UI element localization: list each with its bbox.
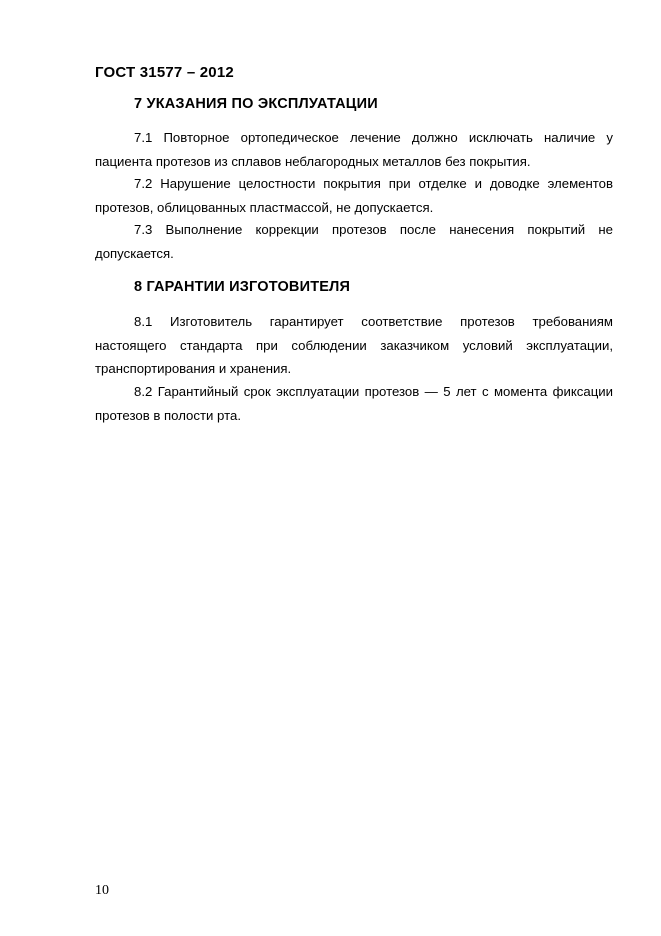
paragraph-7-1: 7.1 Повторное ортопедическое лечение должно исключать наличие у пациента протезов из сплавов неблагородных металлов без покрытия. <box>95 130 613 169</box>
paragraph-8-2: 8.2 Гарантийный срок эксплуатации протезов — 5 лет с момента фиксации протезов в полости рта. <box>95 384 613 423</box>
page-number: 10 <box>95 883 109 898</box>
paragraph-7-3: 7.3 Выполнение коррекции протезов после нанесения покрытий не допускается. <box>95 222 613 261</box>
section-7-title: 7 УКАЗАНИЯ ПО ЭКСПЛУАТАЦИИ <box>134 96 378 112</box>
document-code: ГОСТ 31577 – 2012 <box>95 64 234 81</box>
paragraph-7-2: 7.2 Нарушение целостности покрытия при отделке и доводке элементов протезов, облицованных пластмассой, не допускается. <box>95 176 613 215</box>
paragraph-8-1: 8.1 Изготовитель гарантирует соответствие протезов требованиям настоящего стандарта при соблюдении заказчиком условий эксплуатации, транспортирования и хранения. <box>95 314 613 376</box>
section-8-title: 8 ГАРАНТИИ ИЗГОТОВИТЕЛЯ <box>134 279 351 295</box>
